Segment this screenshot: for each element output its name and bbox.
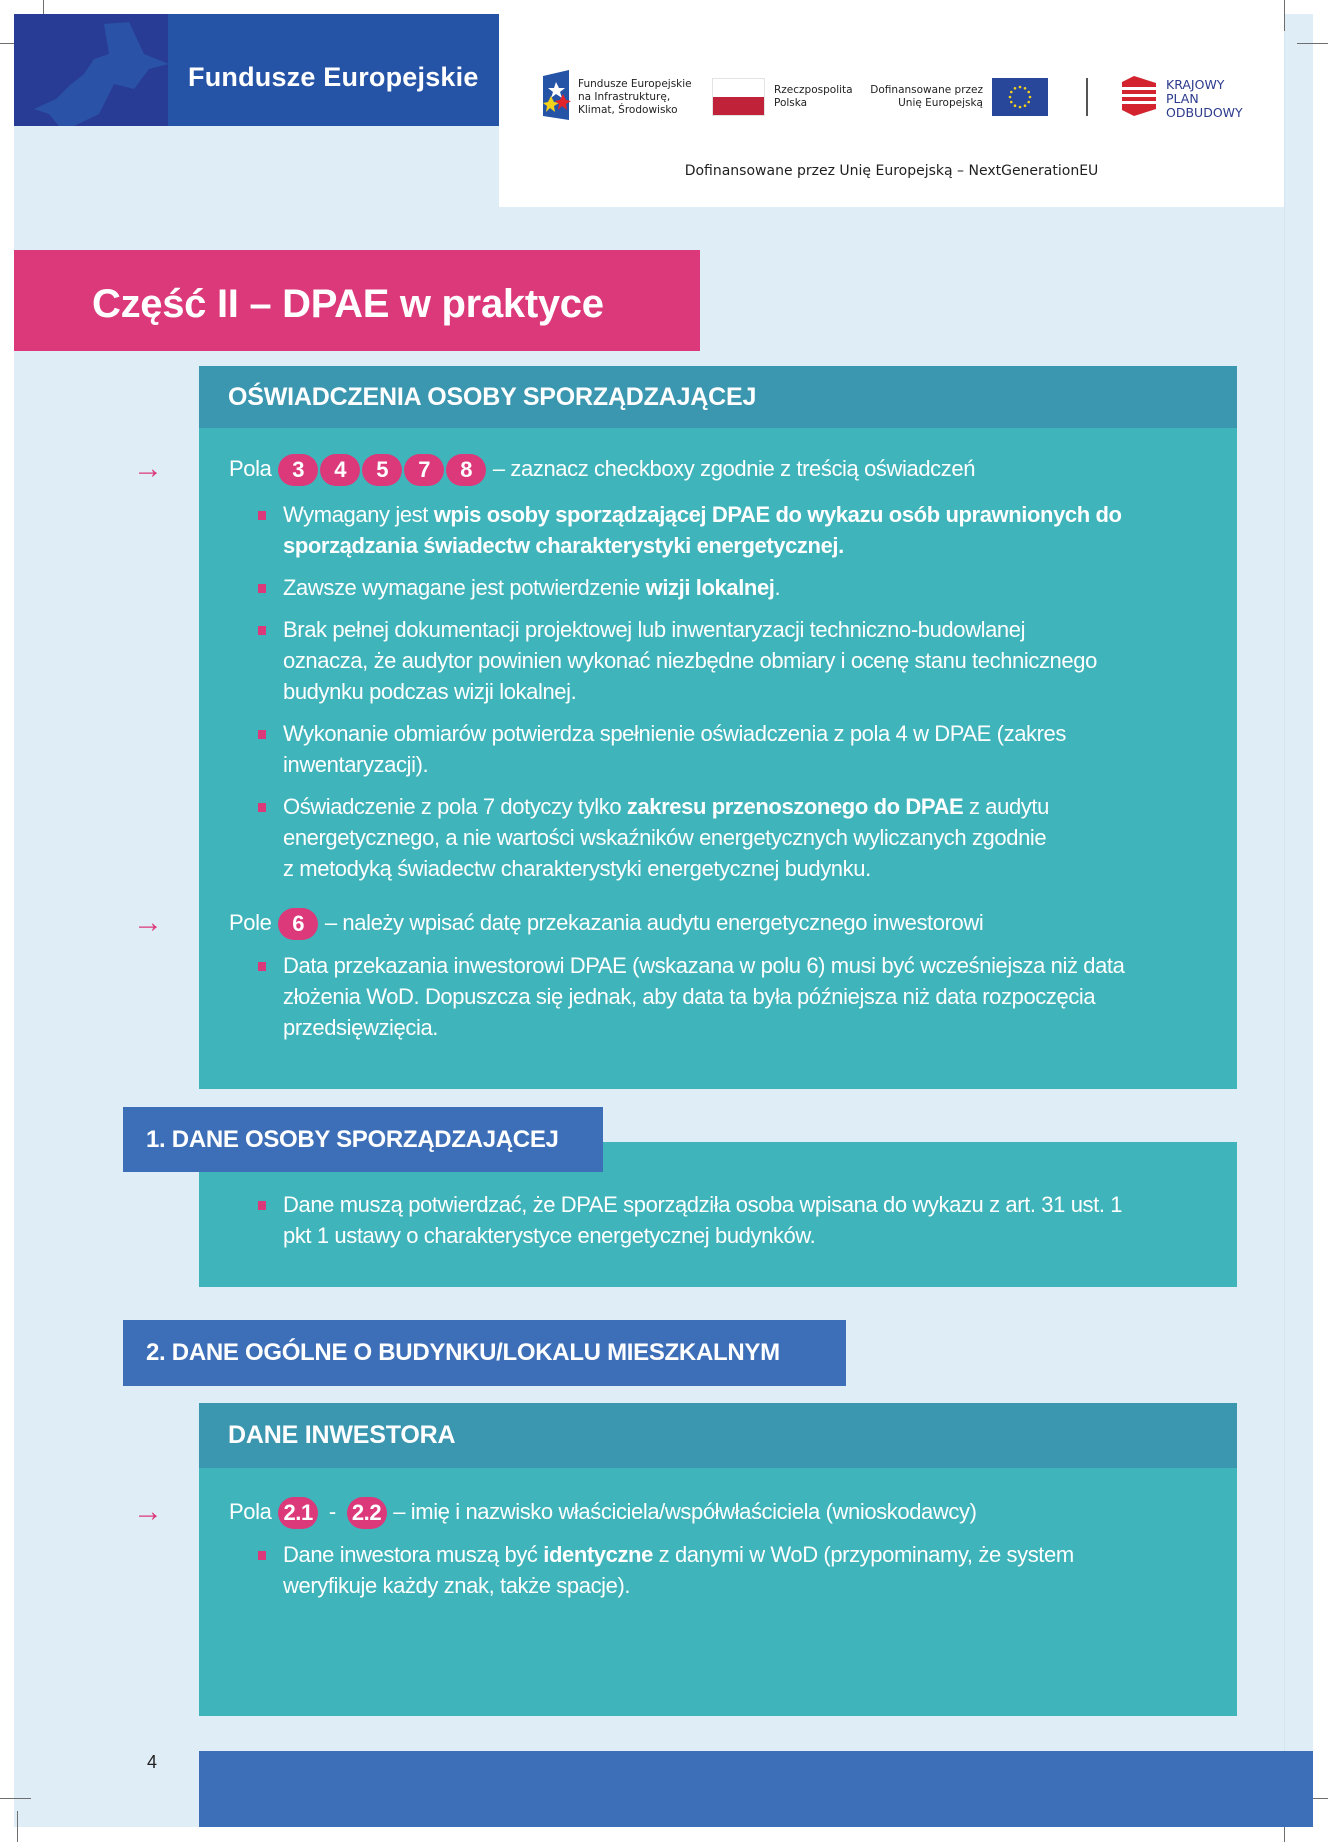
bullet-text-line [283,648,1097,674]
bullet-marker-icon [258,803,266,812]
field-badge: 2.2 [347,1497,387,1529]
field-badge: 3 [278,454,318,486]
logo-text-line: Polska [774,97,808,109]
kpo-logo-icon [1122,76,1156,116]
bullet-text-line [283,953,1124,979]
bullet-text-line [283,825,1046,851]
logo-text-line: PLAN [1166,91,1199,106]
fe-program-logo-icon [543,70,571,120]
crop-mark [17,1811,18,1842]
bullet-marker-icon [258,962,266,971]
bullet-text-line [283,1542,1074,1568]
bullet-text-line [283,1573,630,1599]
arrow-right-icon: → [133,906,163,939]
logo-text-line: Klimat, Środowisko [578,104,678,116]
text: energetycznego, a nie wartości wskaźników energetycznych wyliczanych zgodnie [283,825,1047,850]
logo-text-line: na Infrastrukturę, [578,91,671,103]
text: przedsięwzięcia. [283,1015,439,1040]
logo-text-line: Unię Europejską [898,97,983,109]
section2-header: 2. DANE OGÓLNE O BUDYNKU/LOKALU MIESZKALNYM [123,1320,846,1386]
bullet-text-line [283,502,1122,528]
field-badge: 8 [446,454,486,486]
poland-flag-icon [712,78,765,116]
field-badge: 5 [362,454,402,486]
lead-prefix: Pola [229,456,272,481]
arrow-right-icon: → [133,452,163,485]
text: z metodyką świadectw charakterystyki energetycznej budynku. [283,856,871,881]
bullet-text-line [283,679,576,705]
footer-bar [199,1751,1313,1827]
eu-flag-icon [992,78,1048,116]
text: . [774,575,781,600]
bullet-marker-icon [258,584,266,593]
bold-text: zakresu przenoszonego do DPAE [626,794,964,819]
field-badge: 6 [278,908,318,940]
eu-logo-text [850,84,983,110]
bullet-marker-icon [258,511,266,520]
bullet-text-line [283,794,1049,820]
bullet-text-line [283,984,1095,1010]
text: z danymi w WoD (przypominamy, że system [652,1542,1074,1567]
text: Wykonanie obmiarów potwierdza spełnienie oświadczenia z pola 4 w DPAE (zakres [283,721,1066,746]
text: Brak pełnej dokumentacji projektowej lub inwentaryzacji techniczno-budowlanej [283,617,1026,642]
fields-lead-3-8 [229,452,975,486]
logo-text-line: Dofinansowane przez [870,84,983,96]
investor-box-header: DANE INWESTORA [199,1403,1237,1468]
lead-text: – należy wpisać datę przekazania audytu energetycznego inwestorowi [324,910,984,935]
part-title: Część II – DPAE w praktyce [92,282,604,326]
bold-text: wpis osoby sporządzającej DPAE do wykazu osób uprawnionych do [433,502,1122,527]
text: złożenia WoD. Dopuszcza się jednak, aby data ta była późniejsza niż data rozpoczęcia [283,984,1096,1009]
field-lead-6 [229,906,983,940]
funding-note: Dofinansowane przez Unię Europejską – NextGenerationEU [684,163,1099,179]
text: budynku podczas wizji lokalnej. [283,679,577,704]
text: Dane inwestora muszą być [283,1542,544,1567]
text: weryfikuje każdy znak, także spacje). [283,1573,631,1598]
bullet-marker-icon [258,730,266,739]
crop-mark [1284,0,1285,31]
lead-text: – zaznacz checkboxy zgodnie z treścią oświadczeń [492,456,976,481]
text: pkt 1 ustawy o charakterystyce energetycznej budynków. [283,1223,816,1248]
fields-lead-2-1-2-2 [229,1495,977,1529]
bullet-text-line [283,1192,1122,1218]
logo-text-line: KRAJOWY [1166,77,1225,92]
bullet-marker-icon [258,1201,266,1210]
bullet-text-line [283,533,844,559]
logo-text-line: Rzeczpospolita [774,84,853,96]
page-number: 4 [147,1752,158,1772]
arrow-right-icon: → [133,1495,163,1528]
bullet-text-line [283,752,428,778]
logo-text-line: Fundusze Europejskie [578,78,692,90]
logo-divider [1086,78,1088,116]
bullet-marker-icon [258,1551,266,1560]
fe-program-logo-text [578,78,692,117]
stars-icon [14,14,168,126]
text: oznacza, że audytor powinien wykonać niezbędne obmiary i ocenę stanu technicznego [283,648,1097,673]
bullet-text-line [283,1223,815,1249]
bullet-text-line [283,1015,438,1041]
text: Wymagany jest [283,502,434,527]
bold-text: wizji lokalnej [645,575,775,600]
text: Data przekazania inwestorowi DPAE (wskazana w polu 6) musi być wcześniejsza niż data [283,953,1125,978]
bold-text: identyczne [543,1542,653,1567]
text: Oświadczenie z pola 7 dotyczy tylko [283,794,627,819]
trim-line [1284,14,1285,1827]
lead-prefix: Pola [229,1499,272,1524]
lead-prefix: Pole [229,910,272,935]
crop-mark [1297,43,1328,44]
crop-mark [0,1798,31,1799]
bullet-text-line [283,575,780,601]
bullet-marker-icon [258,626,266,635]
bullet-text-line [283,856,871,882]
bold-text: sporządzania świadectw charakterystyki energetycznej. [283,533,844,558]
poland-logo-text [774,84,853,110]
field-badge: 2.1 [278,1497,318,1529]
field-badge: 4 [320,454,360,486]
bullet-text-line [283,617,1025,643]
bullet-text-line [283,721,1066,747]
lead-text: – imię i nazwisko właściciela/współwłaściciela (wnioskodawcy) [393,1499,977,1524]
fe-stars-graphic [14,14,168,126]
statements-box-header: OŚWIADCZENIA OSOBY SPORZĄDZAJĄCEJ [199,366,1237,428]
field-badge: 7 [404,454,444,486]
logo-text-line: ODBUDOWY [1166,105,1243,120]
text: z audytu [963,794,1049,819]
brand-title: Fundusze Europejskie [188,62,479,92]
text: Zawsze wymagane jest potwierdzenie [283,575,646,600]
text: inwentaryzacji). [283,752,429,777]
section1-header: 1. DANE OSOBY SPORZĄDZAJĄCEJ [123,1107,603,1172]
text: Dane muszą potwierdzać, że DPAE sporządziła osoba wpisana do wykazu z art. 31 ust. 1 [283,1192,1123,1217]
lead-separator: - [328,1499,336,1524]
kpo-logo-text [1166,78,1243,120]
